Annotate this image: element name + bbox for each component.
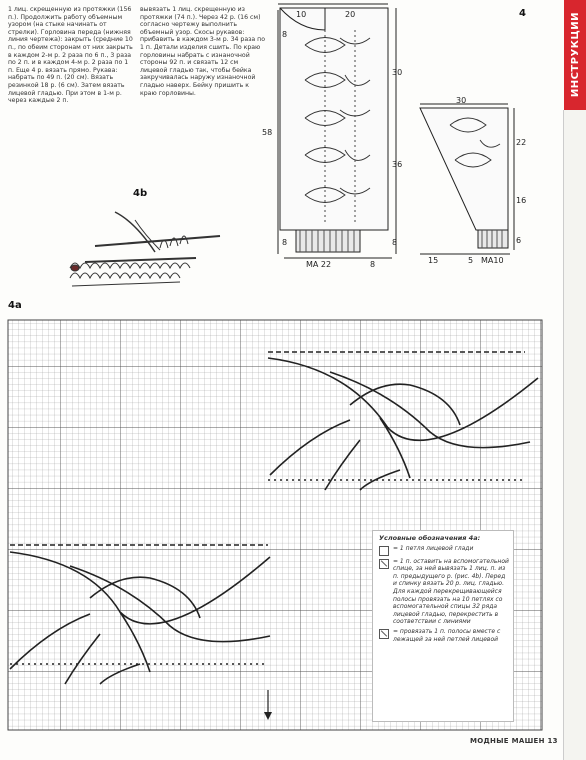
body-dim-right-upper: 30: [392, 68, 403, 77]
body-dim-bottom-right: 8: [370, 260, 376, 269]
diagonal-square-icon: [379, 629, 389, 639]
sleeve-dim-cuff: 6: [516, 236, 522, 245]
chart-legend: [372, 530, 514, 722]
sleeve-dim-bottom-left: 15: [428, 256, 439, 265]
sleeve-dim-right-upper: 22: [516, 138, 527, 147]
blank-square-icon: [379, 546, 389, 556]
legend-item: [379, 545, 509, 556]
text-column-1-body: 1 лиц. скрещенную из протяжки (156 п.). Продолжить работу объемным узором (на стыке начинать от стрелки). Горловина переда (нижняя линия чертежа): закрыть (средние 10 п., по обеим сторонам от них закрыть в каждом 2-м р. 2 раза по 6 п., 3 раза по 2 п. и в каждом 4-м р. 2 раза по 1 п. Еще 4 р. вязать прямо. Рукава: набрать по 49 п. (20 см). Вязать резинкой 18 р. (6 см). Затем вязать лицевой гладью. При этом в 1-м р. через каждые 2 п.: [8, 6, 133, 105]
body-dim-neck-drop: 8: [282, 30, 288, 39]
body-dim-top-right: 20: [345, 10, 356, 19]
sleeve-dim-bottom-mid: 5: [468, 256, 474, 265]
page-footer: МОДНЫЕ МАШЕН 13: [470, 737, 558, 745]
sleeve-dim-bottom-width: MA10: [481, 256, 504, 265]
body-dim-hem-left: 8: [282, 238, 288, 247]
legend-title: Условные обозначения 4а:: [379, 534, 481, 542]
page-number: 4: [519, 8, 526, 19]
body-dim-hem-right: 8: [392, 238, 398, 247]
body-dim-bottom-width: MA 22: [306, 260, 332, 269]
legend-item-text: = 1 п. оставить на вспомогательной спице, за ней вывязать 1 лиц. п. из п. предыдущего р. (рис. 4b). Перед и спинку вязать 20 р. лиц. гладью. Для каждой перекрещивающейся полосы провязать на 10 петлях со вспомогательной спицы 32 ряда лицевой гладью, перекрестить в соответствии с линиями: [393, 557, 509, 626]
figure-4a-label: 4a: [8, 300, 22, 311]
text-column-2-body: вывязать 1 лиц. скрещенную из протяжки (74 п.). Через 42 р. (16 см) согласно чертежу выполнить объемный узор. Скосы рукавов: прибавить в каждом 3-м р. 34 раза по 1 п. Детали изделия сшить. По краю горловины набрать с изнаночной стороны 92 п. и связать 12 см лицевой гладью так, чтобы бейка закручивалась наружу изнаночной гладью наверх. Бейку пришить к краю горловины.: [140, 6, 266, 97]
sleeve-dim-right-middle: 16: [516, 196, 527, 205]
legend-item: [379, 558, 509, 626]
legend-item-text: = 1 петля лицевой глади: [393, 544, 474, 552]
crossed-square-icon: [379, 559, 389, 569]
sleeve-dim-top: 30: [456, 96, 467, 105]
legend-item-text: = провязать 1 п. полосы вместе с лежащей за ней петлей лицевой: [393, 627, 501, 643]
legend-item: [379, 628, 509, 643]
body-dim-top-left: 10: [296, 10, 307, 19]
body-dim-left-total: 58: [262, 128, 273, 137]
section-tab-label: ИНСТРУКЦИИ: [569, 12, 581, 98]
body-dim-right-lower: 36: [392, 160, 403, 169]
figure-4b-label: 4b: [133, 188, 148, 199]
